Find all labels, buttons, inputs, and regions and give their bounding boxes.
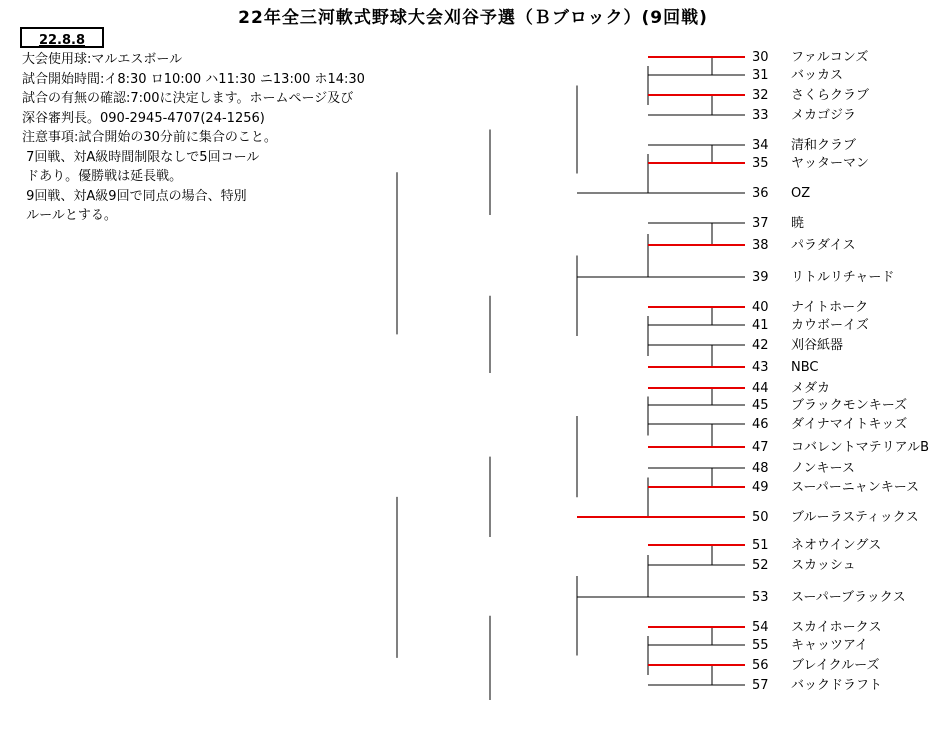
team-number: 40 <box>752 300 769 315</box>
team-number: 49 <box>752 480 769 495</box>
team-number: 33 <box>752 108 769 123</box>
team-name: スーパーニャンキース <box>791 480 920 495</box>
team-number: 46 <box>752 417 769 432</box>
team-name: メカゴジラ <box>791 108 857 123</box>
team-name: OZ <box>791 186 811 201</box>
team-name: パラダイス <box>791 238 856 253</box>
team-name: ノンキース <box>791 461 855 476</box>
team-name: バッカス <box>791 68 844 83</box>
team-number: 57 <box>752 678 769 693</box>
team-name: スーパーブラックス <box>791 590 906 605</box>
team-name: コバレントマテリアルB <box>791 440 930 455</box>
team-name: 暁 <box>791 216 805 231</box>
team-number: 47 <box>752 440 769 455</box>
note-line: 試合開始時間:イ8:30 ロ10:00 ハ11:30 ニ13:00 ホ14:30 <box>22 71 365 87</box>
team-number: 38 <box>752 238 769 253</box>
team-number: 54 <box>752 620 769 635</box>
team-number: 44 <box>752 381 769 396</box>
team-name: ブレイクルーズ <box>791 658 880 673</box>
team-name: 清和クラブ <box>791 138 857 153</box>
note-line: 注意事項:試合開始の30分前に集合のこと。 <box>22 130 277 145</box>
team-name: バックドラフト <box>791 678 883 693</box>
team-number: 34 <box>752 138 769 153</box>
team-number: 35 <box>752 156 769 171</box>
date-box-label: 22.8.8 <box>38 33 86 48</box>
team-number: 45 <box>752 398 769 413</box>
note-line: 試合の有無の確認:7:00に決定します。ホームページ及び <box>22 91 354 106</box>
team-name: ナイトホーク <box>791 300 869 315</box>
page-title: 22年全三河軟式野球大会刈谷予選（Ｂブロック）(9回戦) <box>238 8 708 28</box>
team-number: 36 <box>752 186 769 201</box>
team-number: 37 <box>752 216 769 231</box>
team-name: ヤッターマン <box>791 156 870 171</box>
team-name: NBC <box>791 360 819 375</box>
team-name: 刈谷紙器 <box>791 338 844 353</box>
note-line: 9回戦、対A級9回で同点の場合、特別 <box>22 188 247 204</box>
team-number: 53 <box>752 590 769 605</box>
note-line: ルールとする。 <box>22 208 117 223</box>
team-number: 43 <box>752 360 769 375</box>
note-line: 深谷審判長。090-2945-4707(24-1256) <box>22 110 265 126</box>
team-number: 39 <box>752 270 769 285</box>
team-number: 30 <box>752 50 769 65</box>
team-name: スカッシュ <box>791 558 856 573</box>
team-name: リトルリチャード <box>791 270 895 285</box>
team-name: ダイナマイトキッズ <box>791 417 908 432</box>
note-line: ドあり。優勝戦は延長戦。 <box>22 169 183 184</box>
team-name: ブラックモンキーズ <box>791 398 908 413</box>
team-number: 55 <box>752 638 769 653</box>
team-number: 51 <box>752 538 769 553</box>
team-name: ネオウイングス <box>791 538 882 553</box>
team-name: さくらクラブ <box>791 88 870 103</box>
team-name: スカイホークス <box>791 620 882 635</box>
team-number: 41 <box>752 318 769 333</box>
team-name: ファルコンズ <box>791 50 869 65</box>
team-name: カウボーイズ <box>791 318 869 333</box>
team-name: メダカ <box>791 381 831 396</box>
team-number: 52 <box>752 558 769 573</box>
team-number: 31 <box>752 68 769 83</box>
note-line: 7回戦、対A級時間制限なしで5回コール <box>22 149 260 165</box>
team-name: キャッツアイ <box>791 638 868 653</box>
team-number: 42 <box>752 338 769 353</box>
note-line: 大会使用球:マルエスボール <box>22 52 183 67</box>
team-number: 32 <box>752 88 769 103</box>
team-name: ブルーラスティックス <box>791 510 919 525</box>
team-number: 50 <box>752 510 769 525</box>
team-number: 56 <box>752 658 769 673</box>
team-number: 48 <box>752 461 769 476</box>
